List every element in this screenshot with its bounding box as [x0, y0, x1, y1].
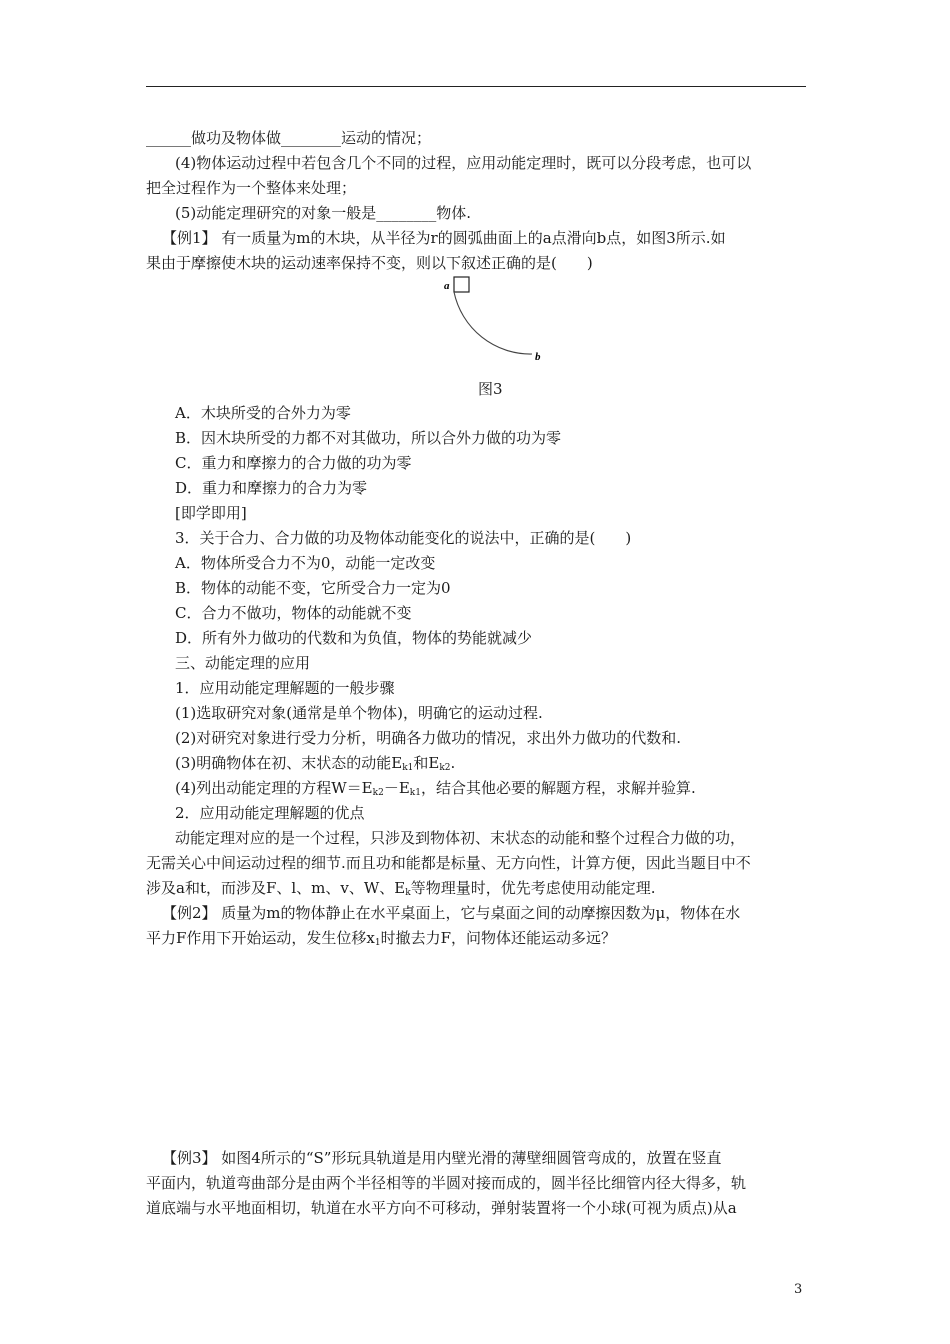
- section-heading: 三、动能定理的应用: [175, 654, 311, 672]
- text-line: 平面内，轨道弯曲部分是由两个半径相等的半圆对接而成的，圆半径比细管内径大得多，轨: [146, 1174, 747, 1192]
- option-c: C．重力和摩擦力的合力做的功为零: [175, 454, 412, 472]
- step-4: (4)列出动能定理的方程$W=E_{k2}-E_{k1}$，结合其他必要的解题方程，求解并验算.: [175, 779, 696, 798]
- block-square: [454, 277, 469, 292]
- page-number: 3: [794, 1282, 803, 1297]
- label-b: b: [535, 351, 541, 363]
- text-line: 果由于摩擦使木块的运动速率保持不变，则以下叙述正确的是( ): [146, 254, 593, 272]
- example-2-heading: 【例2】 质量为m的物体静止在水平桌面上，它与桌面之间的动摩擦因数为μ，物体在水: [162, 904, 741, 922]
- question-3: 3．关于合力、合力做的功及物体动能变化的说法中，正确的是( ): [175, 529, 632, 547]
- text-line: 动能定理对应的是一个过程，只涉及到物体初、末状态的动能和整个过程合力做的功，: [175, 829, 746, 847]
- text-line: 道底端与水平地面相切，轨道在水平方向不可移动，弹射装置将一个小球(可视为质点)从a: [146, 1199, 737, 1217]
- option-d: D．所有外力做功的代数和为负值，物体的势能就减少: [175, 629, 533, 647]
- arc-path: [454, 292, 532, 354]
- step-2: (2)对研究对象进行受力分析，明确各力做功的情况，求出外力做功的代数和.: [175, 729, 682, 747]
- arc-diagram: [440, 272, 550, 367]
- text-line: (5)动能定理研究的对象一般是________物体.: [175, 204, 472, 222]
- option-a: A．木块所受的合外力为零: [175, 404, 351, 422]
- text-line: 无需关心中间运动过程的细节.而且功和能都是标量、无方向性，计算方便，因此当题目中不: [146, 854, 751, 872]
- text-line: 平力F作用下开始运动，发生位移$x_1$时撤去力F，问物体还能运动多远？: [146, 929, 617, 948]
- option-b: B．因木块所受的力都不对其做功，所以合外力做的功为零: [175, 429, 562, 447]
- text-line: 涉及a和t，而涉及F、l、m、v、W、$E_k$等物理量时，优先考虑使用动能定理.: [146, 879, 656, 898]
- example-3-heading: 【例3】 如图4所示的“S”形玩具轨道是用内壁光滑的薄壁细圆管弯成的，放置在竖直: [162, 1149, 722, 1167]
- step-1: (1)选取研究对象(通常是单个物体)，明确它的运动过程.: [175, 704, 543, 722]
- example-1-heading: 【例1】 有一质量为m的木块，从半径为r的圆弧曲面上的a点滑向b点，如图3所示.如: [162, 229, 726, 247]
- option-c: C．合力不做功，物体的动能就不变: [175, 604, 412, 622]
- section-label: [即学即用]: [175, 504, 247, 522]
- step-3: (3)明确物体在初、末状态的动能$E_{k1}$和$E_{k2}$.: [175, 754, 456, 773]
- option-d: D．重力和摩擦力的合力为零: [175, 479, 368, 497]
- option-b: B．物体的动能不变，它所受合力一定为0: [175, 579, 451, 597]
- label-a: a: [444, 280, 450, 292]
- text-line: 把全过程作为一个整体来处理；: [146, 179, 357, 197]
- subheading: 2．应用动能定理解题的优点: [175, 804, 365, 822]
- subheading: 1．应用动能定理解题的一般步骤: [175, 679, 395, 697]
- figure-caption: 图3: [478, 380, 503, 398]
- text-line: ______做功及物体做________运动的情况；: [146, 129, 432, 147]
- option-a: A．物体所受合力不为0，动能一定改变: [175, 554, 436, 572]
- figure-3-arc: [440, 272, 550, 367]
- text-line: (4)物体运动过程中若包含几个不同的过程，应用动能定理时，既可以分段考虑，也可以: [175, 154, 752, 172]
- header-rule: [146, 86, 806, 87]
